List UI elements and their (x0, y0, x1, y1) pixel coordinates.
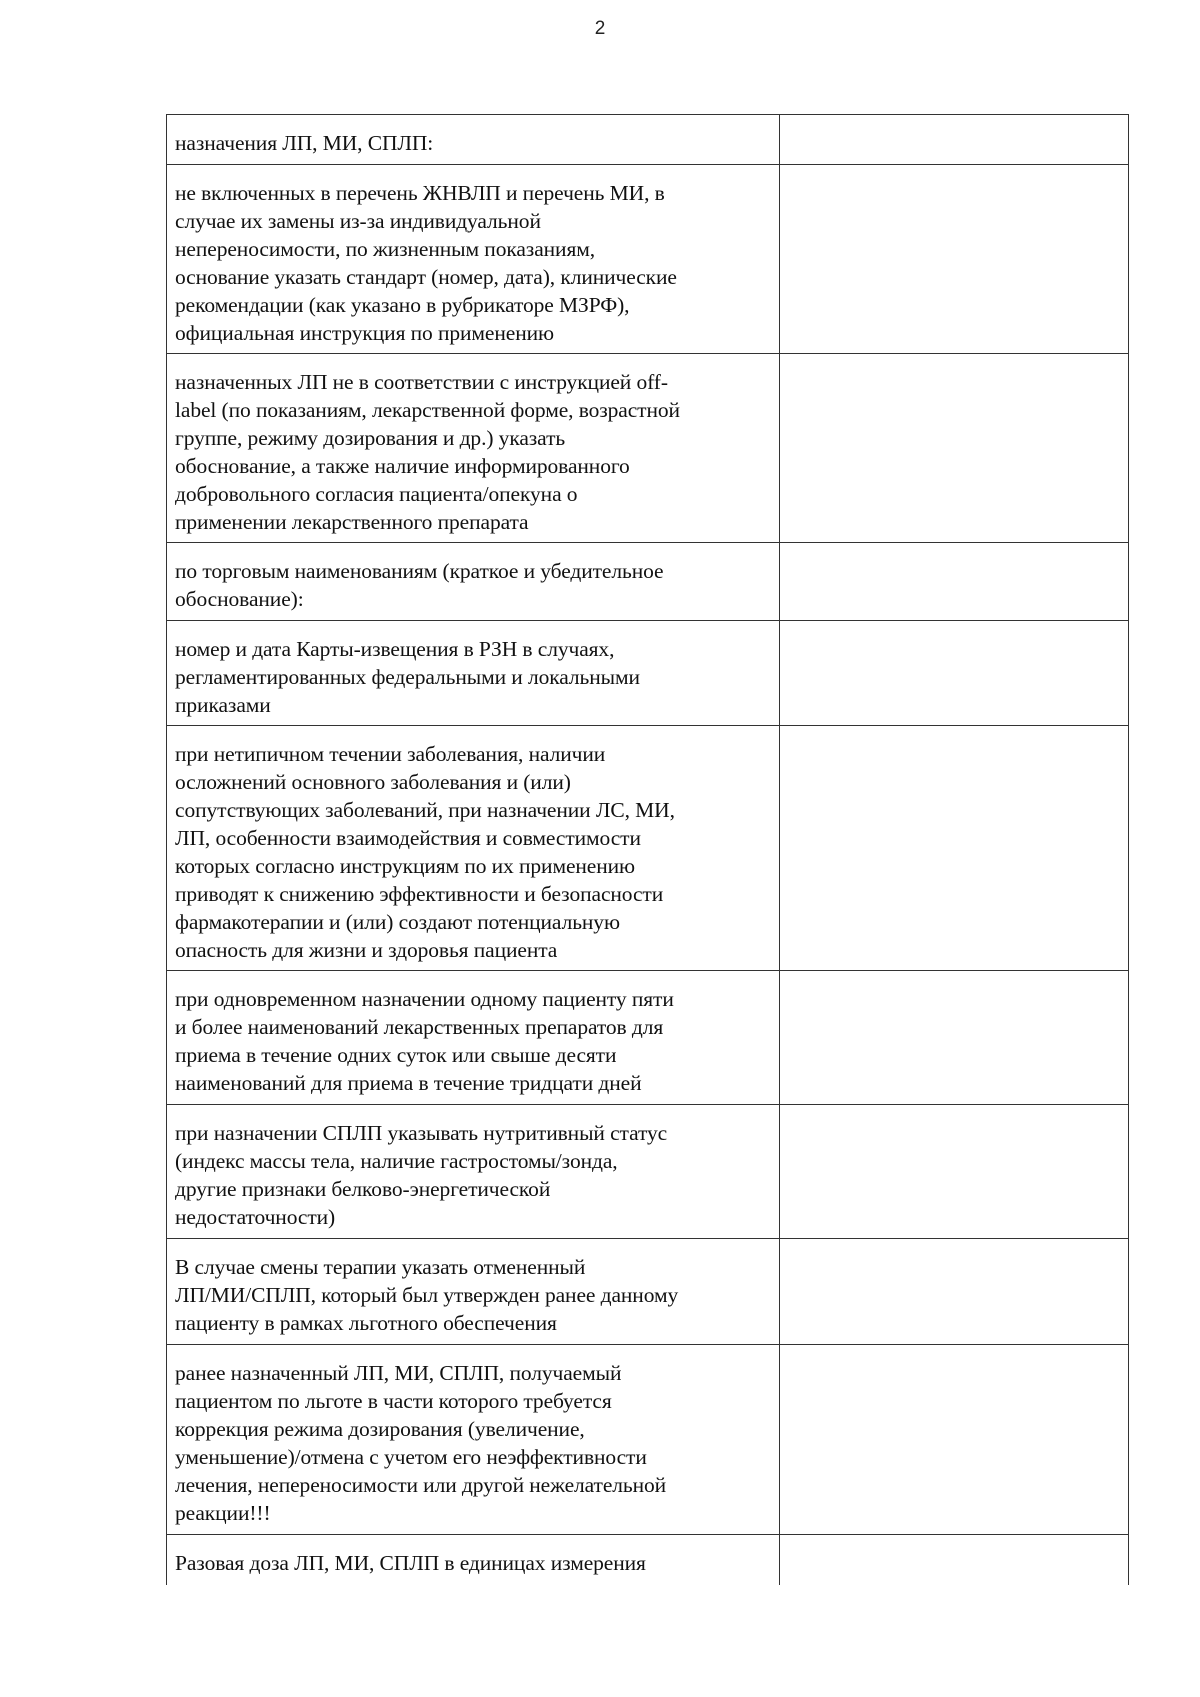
row-label-line: группе, режиму дозирования и др.) указать (175, 426, 566, 450)
row-label-line: недостаточности) (175, 1205, 336, 1229)
table-row (167, 1535, 1129, 1585)
row-label-line: опасность для жизни и здоровья пациента (175, 938, 558, 962)
table-row (167, 1239, 1129, 1345)
row-label-line: сопутствующих заболеваний, при назначении ЛС, МИ, (175, 798, 675, 822)
row-label-line: фармакотерапии и (или) создают потенциальную (175, 910, 620, 934)
row-label-line: назначенных ЛП не в соответствии с инструкцией off- (175, 370, 668, 394)
row-label-cell (167, 115, 780, 165)
table-row (167, 726, 1129, 971)
table-row (167, 1345, 1129, 1535)
row-label-line: добровольного согласия пациента/опекуна о (175, 482, 578, 506)
row-label-line: пациентом по льготе в части которого требуется (175, 1389, 612, 1413)
row-label-line: обоснование, а также наличие информированного (175, 454, 630, 478)
row-label-line: осложнений основного заболевания и (или) (175, 770, 571, 794)
row-label-line: Разовая доза ЛП, МИ, СПЛП в единицах измерения (175, 1551, 646, 1575)
row-label-line: ранее назначенный ЛП, МИ, СПЛП, получаемый (175, 1361, 622, 1385)
row-label-cell (167, 726, 780, 971)
table-row (167, 115, 1129, 165)
table-row (167, 354, 1129, 543)
row-label-line: пациенту в рамках льготного обеспечения (175, 1311, 557, 1335)
row-label-line: ЛП, особенности взаимодействия и совместимости (175, 826, 641, 850)
row-label-line: номер и дата Карты-извещения в РЗН в случаях, (175, 637, 615, 661)
row-label-line: официальная инструкция по применению (175, 321, 554, 345)
row-label-line: при нетипичном течении заболевания, наличии (175, 742, 606, 766)
row-value-cell[interactable] (780, 1239, 1129, 1345)
row-label-line: приводят к снижению эффективности и безопасности (175, 882, 664, 906)
row-value-cell[interactable] (780, 971, 1129, 1105)
row-label-line: В случае смены терапии указать отмененный (175, 1255, 586, 1279)
row-label-line: которых согласно инструкциям по их применению (175, 854, 636, 878)
table-row (167, 543, 1129, 621)
justification-form-table (166, 114, 1129, 1585)
row-label-line: лечения, непереносимости или другой нежелательной (175, 1473, 667, 1497)
row-label-line: label (по показаниям, лекарственной форме, возрастной (175, 398, 680, 422)
row-label-cell (167, 165, 780, 354)
row-label-line: применении лекарственного препарата (175, 510, 529, 534)
row-label-line: при одновременном назначении одному пациенту пяти (175, 987, 674, 1011)
row-label-cell (167, 1105, 780, 1239)
row-label-line: приказами (175, 693, 271, 717)
row-label-line: регламентированных федеральными и локальными (175, 665, 640, 689)
row-value-cell[interactable] (780, 621, 1129, 726)
row-label-line: основание указать стандарт (номер, дата), клинические (175, 265, 677, 289)
row-value-cell[interactable] (780, 165, 1129, 354)
row-label-line: назначения ЛП, МИ, СПЛП: (175, 131, 434, 155)
row-label-cell (167, 1535, 780, 1585)
row-label-line: обоснование): (175, 587, 304, 611)
row-label-line: рекомендации (как указано в рубрикаторе МЗРФ), (175, 293, 630, 317)
table-row (167, 165, 1129, 354)
row-label-cell (167, 354, 780, 543)
table-row (167, 971, 1129, 1105)
row-label-line: реакции!!! (175, 1501, 271, 1525)
page-number: 2 (594, 18, 606, 39)
row-label-line: и более наименований лекарственных препаратов для (175, 1015, 664, 1039)
row-value-cell[interactable] (780, 1105, 1129, 1239)
table-row (167, 1105, 1129, 1239)
row-value-cell[interactable] (780, 354, 1129, 543)
row-label-line: коррекция режима дозирования (увеличение, (175, 1417, 585, 1441)
row-label-line: не включенных в перечень ЖНВЛП и перечень МИ, в (175, 181, 665, 205)
row-label-cell (167, 1239, 780, 1345)
row-label-line: другие признаки белково-энергетической (175, 1177, 551, 1201)
row-value-cell[interactable] (780, 543, 1129, 621)
row-label-cell (167, 971, 780, 1105)
row-value-cell[interactable] (780, 1535, 1129, 1585)
row-label-line: по торговым наименованиям (краткое и убедительное (175, 559, 664, 583)
row-label-line: (индекс массы тела, наличие гастростомы/зонда, (175, 1149, 618, 1173)
row-label-line: случае их замены из-за индивидуальной (175, 209, 541, 233)
row-label-line: приема в течение одних суток или свыше десяти (175, 1043, 617, 1067)
row-label-cell (167, 621, 780, 726)
row-label-line: ЛП/МИ/СПЛП, который был утвержден ранее данному (175, 1283, 679, 1307)
row-label-line: наименований для приема в течение тридцати дней (175, 1071, 642, 1095)
row-label-cell (167, 543, 780, 621)
row-label-line: непереносимости, по жизненным показаниям, (175, 237, 596, 261)
row-value-cell[interactable] (780, 115, 1129, 165)
row-value-cell[interactable] (780, 726, 1129, 971)
table-row (167, 621, 1129, 726)
row-label-cell (167, 1345, 780, 1535)
row-value-cell[interactable] (780, 1345, 1129, 1535)
row-label-line: уменьшение)/отмена с учетом его неэффективности (175, 1445, 647, 1469)
row-label-line: при назначении СПЛП указывать нутритивный статус (175, 1121, 668, 1145)
